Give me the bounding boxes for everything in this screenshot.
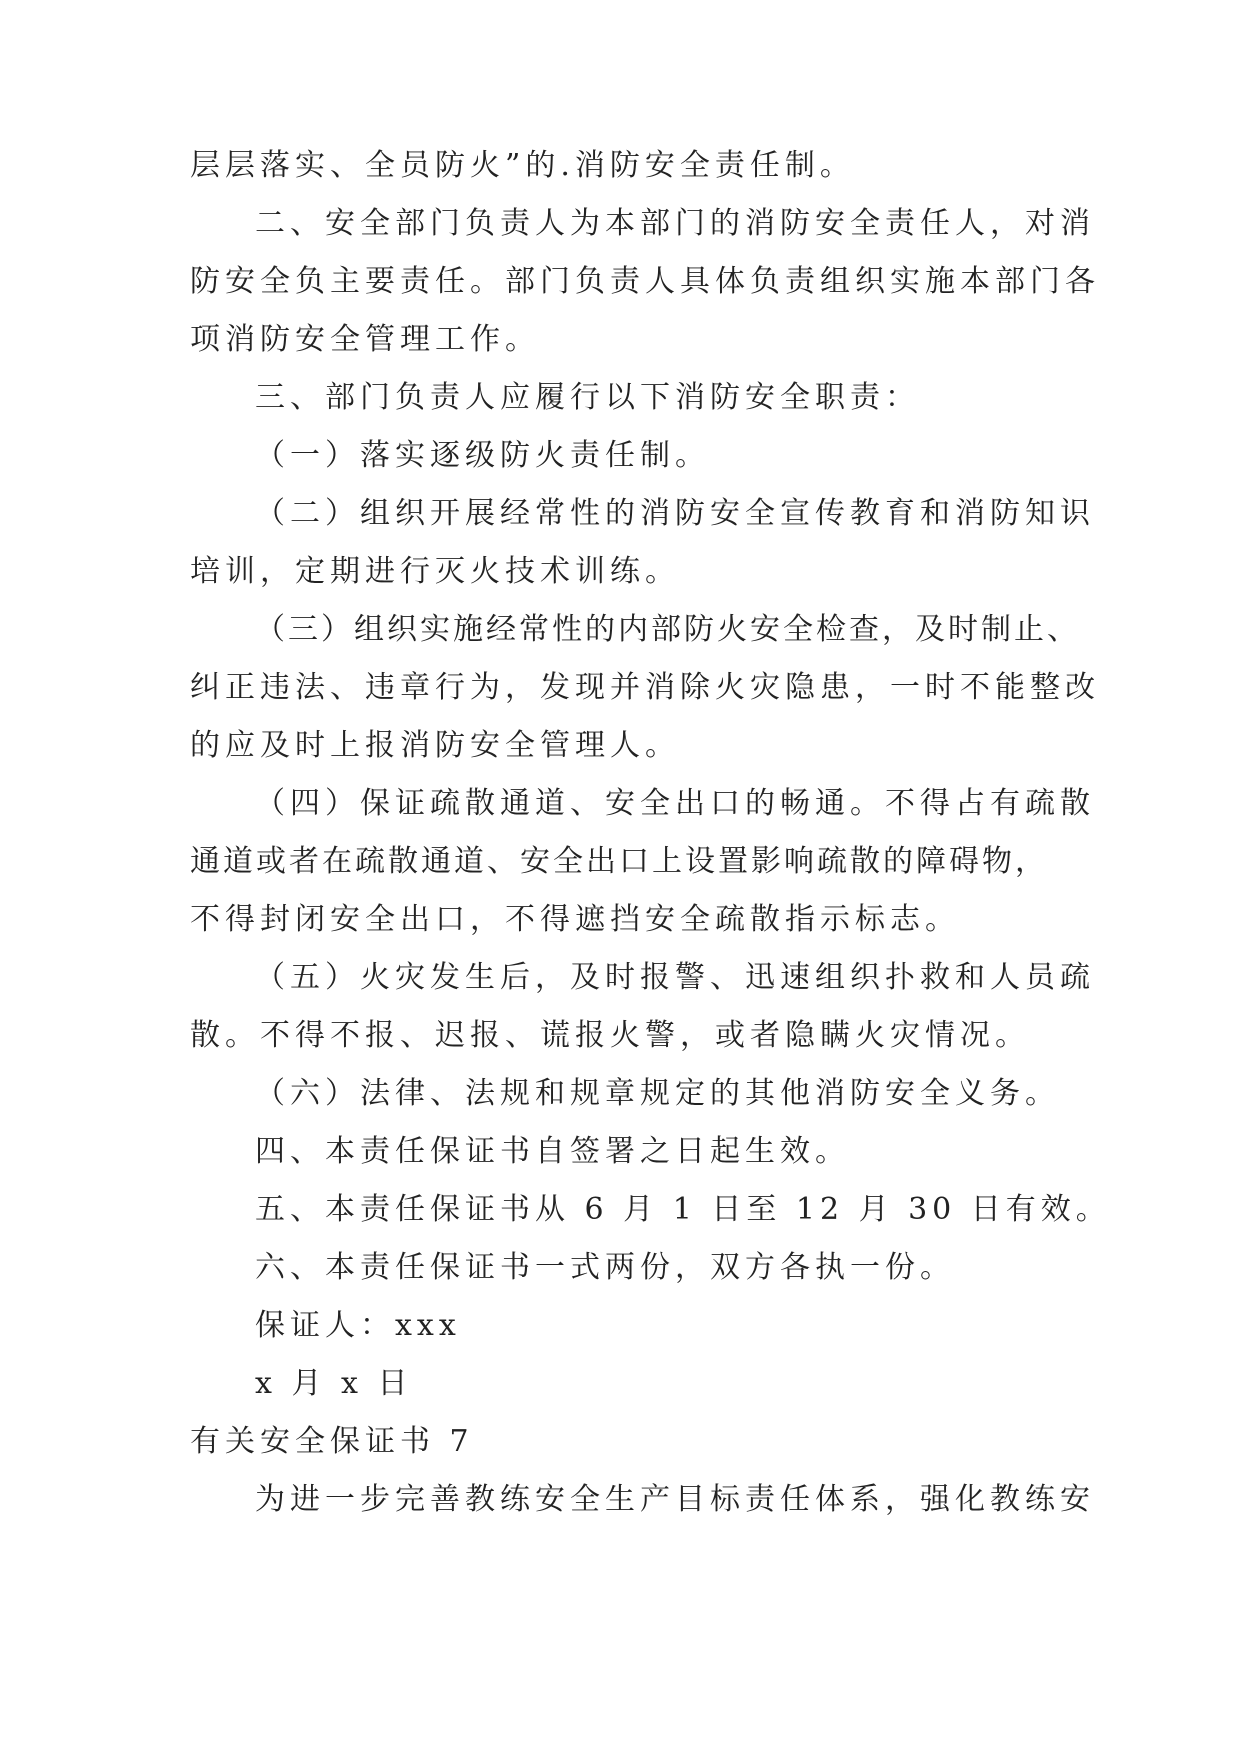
body-line-24: 为进一步完善教练安全生产目标责任体系，强化教练安 <box>255 1482 1095 1517</box>
body-line-18: 四、本责任保证书自签署之日起生效。 <box>255 1134 850 1169</box>
body-line-16: 散。不得不报、迟报、谎报火警，或者隐瞒火灾情况。 <box>190 1018 1030 1053</box>
body-line-4: 项消防安全管理工作。 <box>190 322 540 357</box>
body-line-7: （二）组织开展经常性的消防安全宣传教育和消防知识 <box>255 496 1095 531</box>
body-line-10: 纠正违法、违章行为，发现并消除火灾隐患，一时不能整改 <box>190 670 1100 705</box>
body-line-8: 培训，定期进行灭火技术训练。 <box>190 554 680 589</box>
body-line-2: 二、安全部门负责人为本部门的消防安全责任人，对消 <box>255 206 1095 241</box>
body-line-9: （三）组织实施经常性的内部防火安全检查，及时制止、 <box>255 612 1080 647</box>
signatory-line: 保证人：xxx <box>255 1308 461 1343</box>
body-line-17: （六）法律、法规和规章规定的其他消防安全义务。 <box>255 1076 1060 1111</box>
body-line-15: （五）火灾发生后，及时报警、迅速组织扑救和人员疏 <box>255 960 1095 995</box>
section-heading: 有关安全保证书 7 <box>190 1424 474 1459</box>
body-line-19: 五、本责任保证书从 6 月 1 日至 12 月 30 日有效。 <box>255 1192 1111 1227</box>
body-line-3: 防安全负主要责任。部门负责人具体负责组织实施本部门各 <box>190 264 1100 299</box>
body-line-12: （四）保证疏散通道、安全出口的畅通。不得占有疏散 <box>255 786 1095 821</box>
body-line-6: （一）落实逐级防火责任制。 <box>255 438 710 473</box>
body-line-14: 不得封闭安全出口，不得遮挡安全疏散指示标志。 <box>190 902 960 937</box>
body-line-11: 的应及时上报消防安全管理人。 <box>190 728 680 763</box>
body-line-13: 通道或者在疏散通道、安全出口上设置影响疏散的障碍物， <box>190 844 1048 879</box>
body-line-20: 六、本责任保证书一式两份，双方各执一份。 <box>255 1250 955 1285</box>
body-line-1: 层层落实、全员防火”的.消防安全责任制。 <box>190 148 855 183</box>
date-line: x 月 x 日 <box>255 1366 413 1401</box>
body-line-5: 三、部门负责人应履行以下消防安全职责： <box>255 380 920 415</box>
